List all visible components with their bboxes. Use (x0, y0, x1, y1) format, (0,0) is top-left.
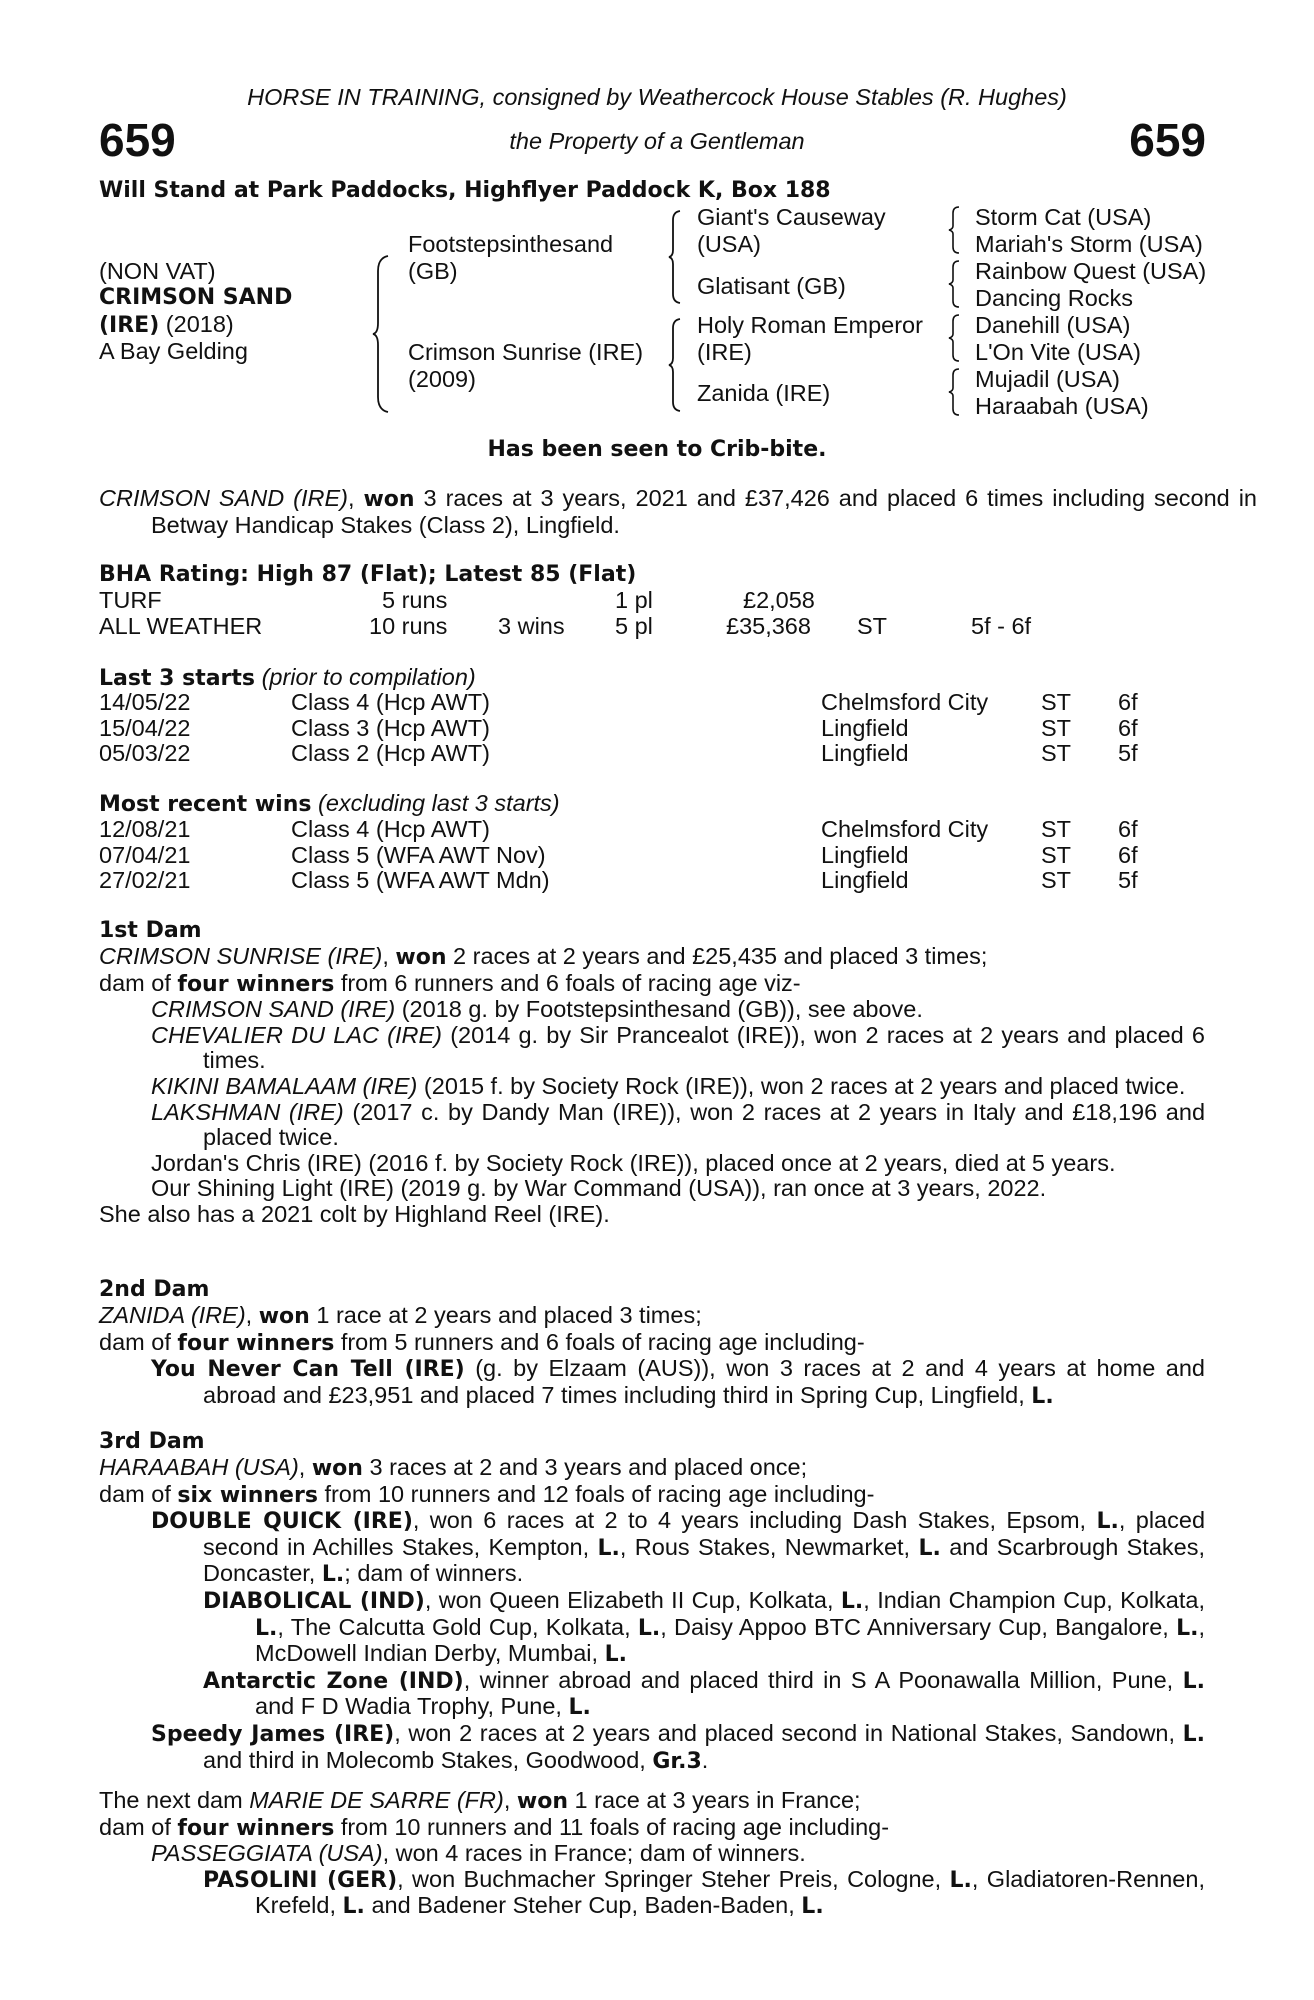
header-property: the Property of a Gentleman (509, 128, 805, 154)
progeny-text: , won 2 races at 2 years and placed second in National Stakes, Sandown, (394, 1719, 1176, 1746)
progeny-name: LAKSHMAN (IRE) (151, 1098, 344, 1125)
form-dist: 5f (1118, 867, 1138, 894)
progeny-other: Our Shining Light (IRE) (2019 g. by War Command (USA)), ran once at 3 years, 2022. (151, 1175, 1047, 1202)
progeny-text: , won Buchmacher Springer Steher Preis, Cologne, (397, 1865, 942, 1892)
next-dam-line: The next dam MARIE DE SARRE (FR), won 1 race at 3 years in France; (99, 1787, 861, 1814)
rating-going: ST (857, 613, 888, 639)
dam-sire: Holy Roman Emperor (697, 312, 923, 338)
listed-mark: L. (597, 1535, 620, 1561)
dam2-won: won (258, 1304, 310, 1329)
listed-mark: L. (1182, 1721, 1206, 1747)
dam-dam: Zanida (IRE) (697, 380, 831, 406)
dam1-also: She also has a 2021 colt by Highland Reel (IRE). (99, 1200, 610, 1227)
progeny-name: PASSEGGIATA (USA) (151, 1840, 383, 1867)
last3-heading (99, 665, 476, 692)
listed-mark: L. (637, 1615, 661, 1641)
last3-title: Last 3 starts (99, 666, 256, 691)
summary-won: won (363, 487, 415, 512)
ped-dsd: L'On Vite (USA) (975, 339, 1142, 365)
dam2-damof (99, 1330, 1205, 1357)
dam2-line: ZANIDA (IRE), won 1 race at 2 years and placed 3 times; (99, 1302, 702, 1329)
dam1-heading: 1st Dam (99, 918, 202, 943)
progeny-text: (2015 f. by Society Rock (IRE)), won 2 races at 2 years and placed twice. (423, 1072, 1186, 1099)
brace-ds (948, 314, 960, 362)
next-intro: The next dam (99, 1787, 243, 1813)
dam1-damof-label: dam of (99, 969, 171, 996)
form-course: Lingfield (821, 740, 909, 767)
lot-number-right: 659 (1129, 114, 1206, 166)
form-dist: 6f (1118, 689, 1138, 715)
progeny-item (151, 1841, 1205, 1867)
dam3-section (99, 1455, 1205, 1774)
progeny-text: , Daisy Appoo BTC Anniversary Cup, Bangalore, (660, 1613, 1169, 1640)
progeny-text: , winner abroad and placed third in S A Poonawalla Million, Pune, (463, 1666, 1174, 1693)
ped-sds: Rainbow Quest (USA) (975, 258, 1207, 284)
progeny-text: and third in Molecomb Stakes, Goodwood, (203, 1746, 646, 1773)
progeny-text: and Badener Steher Cup, Baden-Baden, (371, 1892, 795, 1919)
form-going: ST (1041, 689, 1072, 715)
form-date: 27/02/21 (99, 867, 191, 894)
sire-sire-country: (USA) (697, 231, 761, 257)
rating-runs: 10 runs (369, 613, 448, 639)
progeny-text: , McDowell Indian Derby, Mumbai, (255, 1613, 1205, 1667)
rating-runs: 5 runs (382, 587, 448, 613)
progeny-item (151, 1100, 1205, 1151)
listed-mark: L. (1096, 1509, 1119, 1535)
progeny-item (151, 1508, 1205, 1588)
stand-location: Will Stand at Park Paddocks, Highflyer Paddock K, Box 188 (99, 178, 831, 203)
listed-mark: L. (321, 1562, 345, 1588)
form-date: 05/03/22 (99, 740, 191, 767)
rating-dist: 5f - 6f (971, 613, 1032, 639)
bha-rating: BHA Rating: High 87 (Flat); Latest 85 (Flat) (99, 562, 637, 587)
summary-horse: CRIMSON SAND (IRE) (99, 485, 348, 511)
race-summary: CRIMSON SAND (IRE), won 3 races at 3 years, 2021 and £37,426 and placed 6 times including second in Betway Handicap Stakes (Class 2), Lingfield. (99, 485, 1257, 538)
form-course: Lingfield (821, 714, 909, 741)
listed-mark: L. (1031, 1383, 1054, 1409)
brace-dam (668, 318, 682, 412)
progeny-text: , won Queen Elizabeth II Cup, Kolkata, (424, 1586, 834, 1613)
form-dist: 5f (1118, 740, 1138, 767)
dam3-line: HARAABAH (USA), won 3 races at 2 and 3 years and placed once; (99, 1454, 808, 1481)
listed-mark: L. (949, 1867, 972, 1893)
rating-surface: TURF (99, 587, 162, 613)
progeny-text: and Scarbrough Stakes, Doncaster, (203, 1533, 1205, 1587)
header-consignor: HORSE IN TRAINING, consigned by Weathercock House Stables (R. Hughes) (247, 84, 1067, 110)
rating-placed: 1 pl (615, 587, 653, 613)
listed-mark: L. (840, 1588, 864, 1614)
dam-name: Crimson Sunrise (IRE) (408, 339, 644, 365)
sire-sire: Giant's Causeway (697, 204, 886, 230)
form-cls: Class 4 (Hcp AWT) (291, 816, 490, 842)
progeny-text: , Rous Stakes, Newmarket, (619, 1533, 911, 1560)
rating-wins: 3 wins (498, 613, 565, 639)
listed-mark: L. (801, 1894, 824, 1920)
group-mark: Gr.3 (652, 1748, 702, 1774)
dam2-name: ZANIDA (IRE) (99, 1302, 246, 1328)
form-going: ST (1041, 816, 1072, 842)
dam3-heading: 3rd Dam (99, 1429, 205, 1454)
form-dist: 6f (1118, 714, 1138, 741)
progeny-item (151, 997, 1205, 1023)
form-course: Chelmsford City (821, 816, 989, 842)
rating-prize: £35,368 (726, 613, 811, 639)
progeny-text: (2018 g. by Footstepsinthesand (GB)), see above. (401, 996, 923, 1023)
progeny-name: Speedy James (IRE) (151, 1721, 395, 1747)
brace-dd (948, 368, 960, 416)
dam1-text: 2 races at 2 years and £25,435 and placed 3 times; (453, 943, 988, 969)
progeny-item (151, 1356, 1205, 1409)
grandprogeny-item (203, 1867, 1205, 1920)
ped-sss: Storm Cat (USA) (975, 204, 1152, 230)
dam2-winners-text: from 5 runners and 6 foals of racing age including- (340, 1328, 865, 1355)
form-date: 07/04/21 (99, 841, 191, 868)
rating-placed: 5 pl (615, 613, 653, 639)
listed-mark: L. (1182, 1668, 1206, 1694)
progeny-other: Jordan's Chris (IRE) (2016 f. by Society Rock (IRE)), placed once at 2 years, died at 5 years. (151, 1149, 1116, 1176)
listed-mark: L. (604, 1642, 627, 1668)
progeny-text: ; dam of winners. (344, 1560, 524, 1587)
form-cls: Class 5 (WFA AWT Nov) (291, 841, 546, 868)
form-course: Chelmsford City (821, 689, 989, 715)
dam2-text: 1 race at 2 years and placed 3 times; (316, 1302, 702, 1328)
brace-sire (668, 210, 682, 304)
vat-status: (NON VAT) (99, 258, 216, 284)
next-won: won (516, 1789, 568, 1814)
progeny-text: (2014 g. by Sir Prancealot (IRE)), won 2 races at 2 years and placed 6 times. (203, 1021, 1206, 1074)
form-dist: 6f (1118, 841, 1138, 868)
listed-mark: L. (918, 1535, 941, 1561)
dam2-winners: four winners (177, 1330, 335, 1356)
dam1-line: CRIMSON SUNRISE (IRE), won 2 races at 2 years and £25,435 and placed 3 times; (99, 943, 988, 970)
progeny-item: Speedy James (IRE), won 2 races at 2 years and placed second in National Stakes, Sandown, L. and third in Molecomb Stakes, Goodwood, Gr.3. (151, 1719, 1206, 1774)
progeny-text: , Indian Champion Cup, Kolkata, (863, 1586, 1206, 1613)
form-cls: Class 3 (Hcp AWT) (291, 714, 490, 741)
rating-surface: ALL WEATHER (99, 613, 263, 639)
ped-sdd: Dancing Rocks (975, 285, 1134, 311)
brace-main (372, 255, 390, 413)
horse-description: A Bay Gelding (99, 338, 248, 364)
progeny-name: DIABOLICAL (IND) (203, 1588, 425, 1614)
progeny-text: , won 6 races at 2 to 4 years including Dash Stakes, Epsom, (412, 1507, 1087, 1534)
listed-mark: L. (342, 1894, 365, 1920)
form-cls: Class 4 (Hcp AWT) (291, 689, 490, 715)
form-cls: Class 5 (WFA AWT Mdn) (291, 867, 550, 894)
recent-note: (excluding last 3 starts) (318, 790, 560, 816)
progeny-name: CRIMSON SAND (IRE) (151, 996, 396, 1023)
dam3-name: HARAABAH (USA) (99, 1454, 299, 1480)
rating-prize: £2,058 (743, 587, 815, 613)
form-going: ST (1041, 740, 1072, 767)
dam-year: (2009) (408, 366, 476, 392)
progeny-text: , placed second in Achilles Stakes, Kempton, (203, 1507, 1206, 1560)
form-date: 15/04/22 (99, 714, 191, 741)
horse-name: CRIMSON SAND (99, 285, 293, 310)
dam-sire-country: (IRE) (697, 339, 752, 365)
form-course: Lingfield (821, 841, 909, 868)
next-winners-text: from 10 runners and 11 foals of racing age including- (340, 1813, 890, 1840)
horse-year: (2018) (165, 311, 234, 337)
progeny-item (151, 1023, 1205, 1074)
dam1-winners-text: from 6 runners and 6 foals of racing age viz- (340, 969, 801, 996)
recent-title: Most recent wins (99, 792, 312, 817)
horse-country-year (99, 312, 234, 339)
listed-mark: L. (255, 1615, 278, 1641)
progeny-text: (g. by Elzaam (AUS)), won 3 races at 2 and 4 years at home and abroad and £23,951 and placed 7 times including third in Spring Cup, Lingfield, (203, 1355, 1205, 1408)
progeny-item (151, 1074, 1205, 1100)
grandprogeny-item (203, 1668, 1205, 1721)
next-winners: four winners (177, 1815, 335, 1841)
dam3-damof (99, 1482, 1205, 1509)
form-going: ST (1041, 867, 1072, 894)
horse-country: (IRE) (99, 313, 160, 338)
progeny-text: , won 4 races in France; dam of winners. (382, 1840, 806, 1867)
form-going: ST (1041, 841, 1072, 868)
next-damof-label: dam of (99, 1813, 171, 1840)
dam3-winners-text: from 10 runners and 12 foals of racing age including- (324, 1480, 875, 1507)
progeny-text: (2017 c. by Dandy Man (IRE)), won 2 races at 2 years in Italy and £18,196 and placed twice. (203, 1098, 1206, 1151)
dam2-section (99, 1303, 1205, 1409)
next-text: 1 race at 3 years in France; (574, 1787, 861, 1813)
dam3-damof-label: dam of (99, 1480, 171, 1507)
sire-name: Footstepsinthesand (408, 231, 614, 257)
brace-sd (948, 260, 960, 308)
progeny-name: PASOLINI (GER) (203, 1867, 398, 1893)
lot-number-left: 659 (99, 114, 176, 166)
ped-dds: Mujadil (USA) (975, 366, 1120, 392)
dam1-winners: four winners (177, 971, 335, 997)
dam1-won: won (395, 945, 447, 970)
sire-dam: Glatisant (GB) (697, 273, 846, 299)
summary-text: 3 races at 3 years, 2021 and £37,426 and placed 6 times including second in Betway Handicap Stakes (Class 2), Lingfield. (151, 485, 1257, 538)
dam3-won: won (311, 1456, 363, 1481)
ped-ddd: Haraabah (USA) (975, 393, 1149, 419)
ped-dss: Danehill (USA) (975, 312, 1131, 338)
progeny-name: KIKINI BAMALAAM (IRE) (151, 1072, 418, 1099)
progeny-name: CHEVALIER DU LAC (IRE) (151, 1021, 442, 1048)
progeny-name: Antarctic Zone (IND) (203, 1668, 464, 1694)
form-dist: 6f (1118, 816, 1138, 842)
progeny-text: , The Calcutta Gold Cup, Kolkata, (277, 1613, 631, 1640)
last3-note: (prior to compilation) (261, 664, 476, 690)
recent-heading (99, 791, 560, 818)
next-damof (99, 1815, 1205, 1842)
crib-note: Has been seen to Crib-bite. (487, 437, 827, 462)
form-going: ST (1041, 714, 1072, 741)
form-date: 14/05/22 (99, 689, 191, 715)
dam1-damof (99, 971, 1205, 998)
progeny-name: You Never Can Tell (IRE) (151, 1357, 465, 1383)
progeny-text: and F D Wadia Trophy, Pune, (255, 1693, 562, 1720)
listed-mark: L. (568, 1695, 591, 1721)
progeny-name: DOUBLE QUICK (IRE) (151, 1509, 413, 1535)
listed-mark: L. (1176, 1615, 1199, 1641)
dam2-damof-label: dam of (99, 1328, 171, 1355)
next-dam-section (99, 1788, 1205, 1920)
dam1-name: CRIMSON SUNRISE (IRE) (99, 943, 383, 969)
dam1-section (99, 944, 1205, 1228)
progeny-text: , Gladiatoren-Rennen, Krefeld, (255, 1865, 1205, 1919)
sire-country: (GB) (408, 258, 458, 284)
next-name: MARIE DE SARRE (FR) (249, 1787, 504, 1813)
form-cls: Class 2 (Hcp AWT) (291, 740, 490, 767)
brace-ss (948, 206, 960, 254)
form-course: Lingfield (821, 867, 909, 894)
ped-ssd: Mariah's Storm (USA) (975, 231, 1203, 257)
dam3-winners: six winners (177, 1482, 318, 1508)
form-date: 12/08/21 (99, 816, 191, 842)
dam2-heading: 2nd Dam (99, 1277, 210, 1302)
dam3-text: 3 races at 2 and 3 years and placed once; (369, 1454, 808, 1480)
grandprogeny-item (203, 1588, 1205, 1668)
